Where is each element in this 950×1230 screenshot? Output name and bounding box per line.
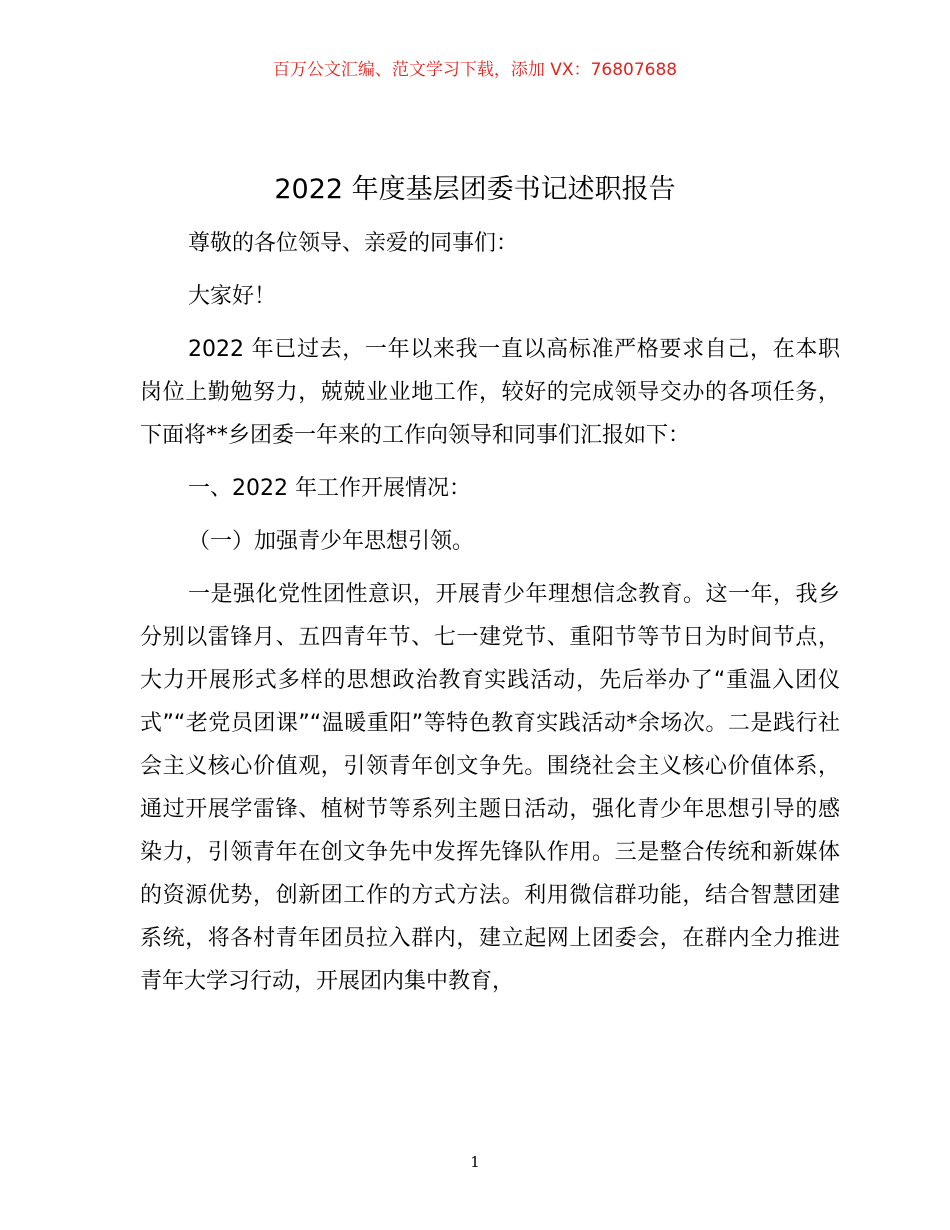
header-watermark-note: 百万公文汇编、范文学习下载，添加 VX：76807688 (272, 60, 678, 80)
subsection-heading: （一）加强青少年思想引领。 (188, 529, 475, 554)
intro-paragraph: 2022 年已过去，一年以来我一直以高标准严格要求自己，在本职岗位上勤勉努力，兢兢业业地工作，较好的完成领导交办的各项任务，下面将**乡团委一年来的工作向领导和同事们汇报如下： (140, 337, 840, 448)
greeting: 大家好！ (188, 284, 277, 309)
body-paragraph: 一是强化党性团性意识，开展青少年理想信念教育。这一年，我乡分别以雷锋月、五四青年节、七一建党节、重阳节等节日为时间节点，大力开展形式多样的思想政治教育实践活动，先后举办了“重温入团仪式”“老党员团课”“温暖重阳”等特色教育实践活动*余场次。二是践行社会主义核心价值观，引领青年创文争先。围绕社会主义核心价值体系，通过开展学雷锋、植树节等系列主题日活动，强化青少年思想引导的感染力，引领青年在创文争先中发挥先锋队作用。三是整合传统和新媒体的资源优势，创新团工作的方式方法。利用微信群功能，结合智慧团建系统，将各村青年团员拉入群内，建立起网上团委会，在群内全力推进青年大学习行动，开展团内集中教育， (140, 582, 840, 994)
salutation: 尊敬的各位领导、亲爱的同事们： (188, 231, 519, 256)
document-title: 2022 年度基层团委书记述职报告 (274, 174, 676, 205)
document-body (140, 222, 840, 1013)
page-number: 1 (470, 1153, 480, 1171)
section-heading: 一、2022 年工作开展情况： (188, 476, 471, 501)
